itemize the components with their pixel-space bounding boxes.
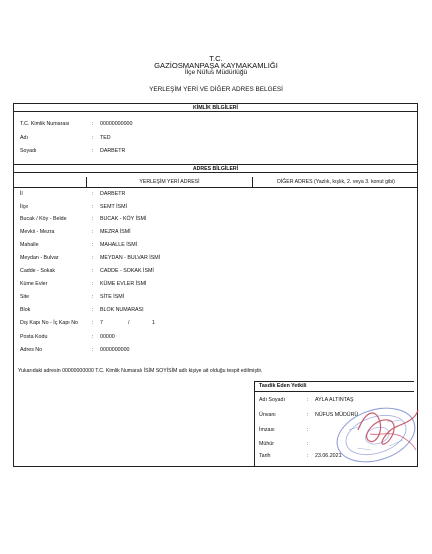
hamlet-value: MEZRA İSMİ <box>100 229 131 235</box>
colon: : <box>92 281 94 287</box>
door-separator: / <box>128 320 130 326</box>
address-number-value: 0000000000 <box>100 347 130 353</box>
first-name-label: Adı <box>20 135 28 141</box>
approval-title: Tasdik Eden Yetkili <box>259 383 307 389</box>
residence-column-header: YERLEŞİM YERİ ADRESİ <box>86 177 253 188</box>
district-label: İlçe <box>20 204 29 210</box>
approver-name-label: Adı Soyadı <box>259 397 285 403</box>
postal-code-value: 00000 <box>100 334 115 340</box>
housing-cluster-value: KÜME EVLER İSMİ <box>100 281 147 287</box>
colon: : <box>92 121 94 127</box>
village-value: BUCAK - KÖY İSMİ <box>100 216 147 222</box>
colon: : <box>92 294 94 300</box>
seal-label: Mühür <box>259 441 275 447</box>
colon: : <box>92 255 94 261</box>
colon: : <box>307 397 309 403</box>
tc-number-value: 00000000000 <box>100 121 133 127</box>
colon: : <box>92 204 94 210</box>
door-number-label: Dış Kapı No - İç Kapı No <box>20 320 78 326</box>
surname-value: DARBETR <box>100 148 126 154</box>
colon: : <box>92 242 94 248</box>
office-heading: GAZİOSMANPAŞA KAYMAKAMLIĞI <box>154 61 278 70</box>
province-label: İl <box>20 191 23 197</box>
address-number-label: Adres No <box>20 347 43 353</box>
boulevard-value: MEYDAN - BULVAR İSMİ <box>100 255 161 261</box>
colon: : <box>307 427 309 433</box>
colon: : <box>92 334 94 340</box>
colon: : <box>307 441 309 447</box>
signature-label: İmzası <box>259 427 275 433</box>
site-label: Site <box>20 294 30 300</box>
province-value: DARBETR <box>100 191 126 197</box>
colon: : <box>92 307 94 313</box>
identity-section-title: KİMLİK BİLGİLERİ <box>13 103 418 112</box>
first-name-value: TED <box>100 135 111 141</box>
colon: : <box>92 347 94 353</box>
colon: : <box>307 453 309 459</box>
approver-name-value: AYLA ALTINTAŞ <box>315 397 354 403</box>
neighborhood-label: Mahalle <box>20 242 39 248</box>
other-address-column-header: DİĞER ADRES (Yazlık, kışlık, 2. veya 3. konut gibi) <box>277 179 395 185</box>
boulevard-label: Meydan - Bulvar <box>20 255 59 261</box>
street-label: Cadde - Sokak <box>20 268 56 274</box>
district-value: SEMT İSMİ <box>100 204 127 210</box>
postal-code-label: Posta Kodu <box>20 334 48 340</box>
date-label: Tarih <box>259 453 271 459</box>
address-section-title: ADRES BİLGİLERİ <box>13 164 418 173</box>
approver-title-label: Ünvanı <box>259 412 276 418</box>
tc-number-label: T.C. Kimlik Numarası <box>20 121 70 127</box>
colon: : <box>92 148 94 154</box>
handwritten-signature <box>352 400 422 455</box>
colon: : <box>92 320 94 326</box>
colon: : <box>92 268 94 274</box>
ownership-statement: Yukarıdaki adresin 00000000000 T.C. Kimlik Numaralı İSİM SOYİSİM adlı kişiye ait olduğu tespit edilmiştir. <box>18 368 263 374</box>
block-label: Blok <box>20 307 31 313</box>
country-heading: T.C. <box>209 54 223 63</box>
inner-door-value: 1 <box>152 320 155 326</box>
surname-label: Soyadı <box>20 148 37 154</box>
block-value: BLOK NUMARASI <box>100 307 144 313</box>
village-label: Bucak / Köy - Belde <box>20 216 67 222</box>
colon: : <box>307 412 309 418</box>
housing-cluster-label: Küme Evler <box>20 281 48 287</box>
colon: : <box>92 135 94 141</box>
colon: : <box>92 229 94 235</box>
directorate-heading: İlçe Nüfus Müdürlüğü <box>184 69 248 76</box>
neighborhood-value: MAHALLE İSMİ <box>100 242 138 248</box>
document-title: YERLEŞİM YERİ VE DİĞER ADRES BELGESİ <box>149 86 283 93</box>
outer-door-value: 7 <box>100 320 103 326</box>
colon: : <box>92 216 94 222</box>
approval-divider <box>254 391 414 392</box>
street-value: CADDE - SOKAK İSMİ <box>100 268 154 274</box>
site-value: SİTE İSMİ <box>100 294 125 300</box>
hamlet-label: Mevkii - Mezra <box>20 229 55 235</box>
approver-title-value: NÜFUS MÜDÜRÜ <box>315 412 359 418</box>
colon: : <box>92 191 94 197</box>
date-value: 23.06.2021 <box>315 453 342 459</box>
